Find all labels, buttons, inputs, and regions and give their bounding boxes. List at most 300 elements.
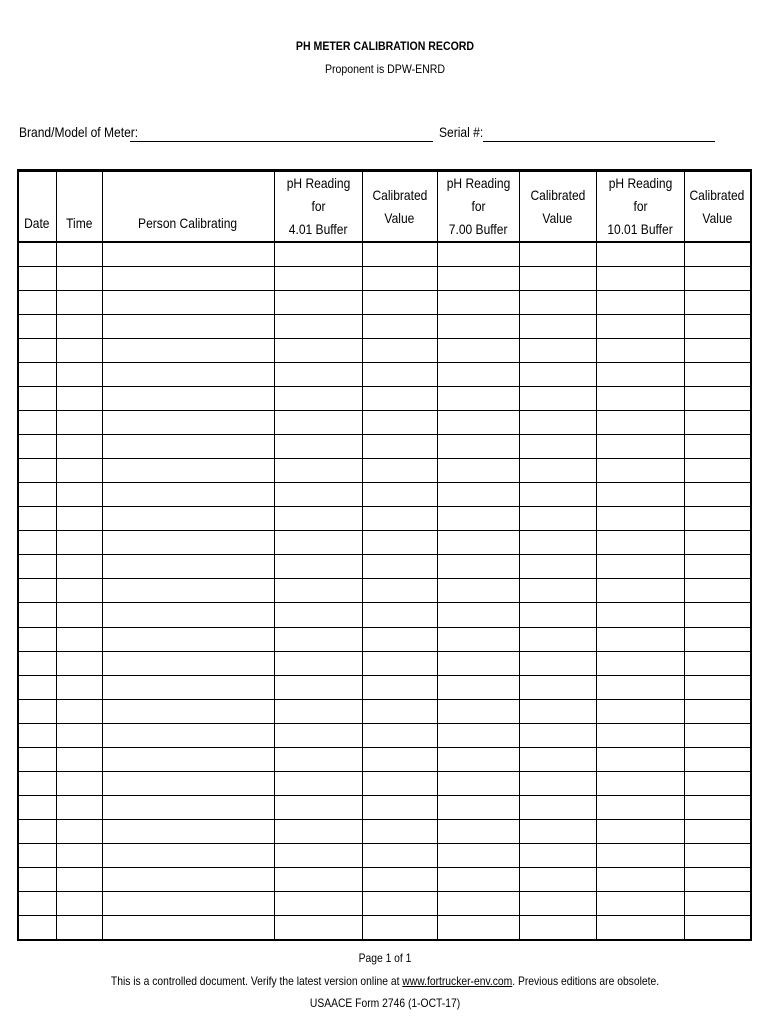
table-cell[interactable] — [684, 675, 751, 699]
table-cell[interactable] — [56, 242, 102, 267]
table-row — [18, 435, 751, 459]
table-cell[interactable] — [519, 459, 596, 483]
table-cell[interactable] — [18, 795, 56, 819]
table-cell[interactable] — [274, 315, 362, 339]
table-cell[interactable] — [362, 531, 437, 555]
table-cell[interactable] — [102, 267, 274, 291]
table-row — [18, 363, 751, 387]
table-cell[interactable] — [18, 699, 56, 723]
table-cell[interactable] — [274, 603, 362, 627]
table-row — [18, 675, 751, 699]
table-cell[interactable] — [56, 603, 102, 627]
table-cell[interactable] — [437, 843, 519, 867]
table-cell[interactable] — [18, 603, 56, 627]
table-cell[interactable] — [102, 435, 274, 459]
table-cell[interactable] — [362, 339, 437, 363]
table-cell[interactable] — [362, 435, 437, 459]
table-cell[interactable] — [684, 723, 751, 747]
table-cell[interactable] — [437, 603, 519, 627]
table-cell[interactable] — [437, 242, 519, 267]
table-cell[interactable] — [684, 363, 751, 387]
table-cell[interactable] — [18, 387, 56, 411]
table-cell[interactable] — [274, 387, 362, 411]
table-cell[interactable] — [18, 555, 56, 579]
table-cell[interactable] — [274, 867, 362, 891]
table-cell[interactable] — [684, 651, 751, 675]
table-cell[interactable] — [437, 891, 519, 915]
table-cell[interactable] — [437, 579, 519, 603]
table-cell[interactable] — [18, 315, 56, 339]
table-cell[interactable] — [18, 267, 56, 291]
table-cell[interactable] — [519, 555, 596, 579]
table-cell[interactable] — [18, 459, 56, 483]
table-cell[interactable] — [437, 435, 519, 459]
table-cell[interactable] — [437, 459, 519, 483]
column-header-label: 10.01 Buffer — [607, 221, 673, 237]
table-cell[interactable] — [18, 531, 56, 555]
table-cell[interactable] — [684, 459, 751, 483]
table-cell[interactable] — [519, 531, 596, 555]
table-cell[interactable] — [596, 531, 684, 555]
table-cell[interactable] — [684, 843, 751, 867]
table-cell[interactable] — [18, 363, 56, 387]
table-cell[interactable] — [437, 747, 519, 771]
table-cell[interactable] — [362, 363, 437, 387]
table-cell[interactable] — [596, 459, 684, 483]
table-cell[interactable] — [56, 819, 102, 843]
table-row — [18, 699, 751, 723]
table-cell[interactable] — [18, 483, 56, 507]
table-cell[interactable] — [18, 819, 56, 843]
table-cell[interactable] — [519, 651, 596, 675]
column-header-label: Value — [384, 209, 415, 226]
table-cell[interactable] — [519, 747, 596, 771]
table-cell[interactable] — [684, 242, 751, 267]
table-cell[interactable] — [684, 603, 751, 627]
table-cell[interactable] — [56, 915, 102, 940]
table-cell[interactable] — [684, 771, 751, 795]
table-cell[interactable] — [18, 891, 56, 915]
table-cell[interactable] — [56, 843, 102, 867]
table-cell[interactable] — [18, 411, 56, 435]
table-cell[interactable] — [596, 507, 684, 531]
table-cell[interactable] — [437, 291, 519, 315]
table-row — [18, 315, 751, 339]
table-cell[interactable] — [362, 891, 437, 915]
table-cell[interactable] — [519, 291, 596, 315]
table-cell[interactable] — [519, 795, 596, 819]
table-cell[interactable] — [684, 747, 751, 771]
table-cell[interactable] — [274, 291, 362, 315]
table-cell[interactable] — [56, 315, 102, 339]
table-cell[interactable] — [56, 891, 102, 915]
table-cell[interactable] — [596, 267, 684, 291]
table-cell[interactable] — [362, 747, 437, 771]
table-cell[interactable] — [56, 483, 102, 507]
table-cell[interactable] — [596, 843, 684, 867]
table-cell[interactable] — [437, 771, 519, 795]
table-cell[interactable] — [362, 315, 437, 339]
table-cell[interactable] — [596, 579, 684, 603]
form-number: USAACE Form 2746 (1-OCT-17) — [309, 996, 461, 1010]
table-cell[interactable] — [56, 795, 102, 819]
table-cell[interactable] — [18, 723, 56, 747]
table-cell[interactable] — [684, 795, 751, 819]
table-cell[interactable] — [519, 363, 596, 387]
table-cell[interactable] — [362, 627, 437, 651]
website-link[interactable]: www.fortrucker-env.com — [402, 974, 513, 988]
table-cell[interactable] — [274, 651, 362, 675]
table-cell[interactable] — [596, 795, 684, 819]
table-cell[interactable] — [684, 435, 751, 459]
table-cell[interactable] — [56, 675, 102, 699]
table-cell[interactable] — [684, 891, 751, 915]
table-cell[interactable] — [684, 339, 751, 363]
table-cell[interactable] — [18, 507, 56, 531]
table-cell[interactable] — [56, 555, 102, 579]
table-row — [18, 267, 751, 291]
table-cell[interactable] — [274, 435, 362, 459]
table-cell[interactable] — [102, 891, 274, 915]
table-cell[interactable] — [274, 747, 362, 771]
table-row — [18, 483, 751, 507]
table-cell[interactable] — [596, 771, 684, 795]
table-cell[interactable] — [684, 819, 751, 843]
table-cell[interactable] — [437, 267, 519, 291]
table-cell[interactable] — [437, 411, 519, 435]
table-cell[interactable] — [18, 747, 56, 771]
table-cell[interactable] — [437, 651, 519, 675]
table-cell[interactable] — [102, 387, 274, 411]
table-cell[interactable] — [362, 555, 437, 579]
table-cell[interactable] — [274, 675, 362, 699]
table-cell[interactable] — [519, 867, 596, 891]
table-cell[interactable] — [684, 555, 751, 579]
table-row — [18, 723, 751, 747]
table-cell[interactable] — [56, 699, 102, 723]
table-cell[interactable] — [519, 483, 596, 507]
table-cell[interactable] — [102, 915, 274, 940]
table-cell[interactable] — [519, 819, 596, 843]
table-cell[interactable] — [56, 531, 102, 555]
table-cell[interactable] — [596, 723, 684, 747]
column-header-label: pH Reading for — [608, 175, 672, 214]
table-cell[interactable] — [102, 339, 274, 363]
table-cell[interactable] — [596, 651, 684, 675]
table-cell[interactable] — [596, 242, 684, 267]
table-cell[interactable] — [519, 339, 596, 363]
table-cell[interactable] — [596, 291, 684, 315]
table-row — [18, 867, 751, 891]
table-cell[interactable] — [519, 675, 596, 699]
table-cell[interactable] — [56, 771, 102, 795]
table-cell[interactable] — [56, 507, 102, 531]
table-cell[interactable] — [102, 771, 274, 795]
table-cell[interactable] — [274, 459, 362, 483]
table-cell[interactable] — [519, 699, 596, 723]
table-row — [18, 651, 751, 675]
table-cell[interactable] — [18, 627, 56, 651]
table-cell[interactable] — [519, 267, 596, 291]
table-row — [18, 747, 751, 771]
table-cell[interactable] — [18, 675, 56, 699]
table-cell[interactable] — [437, 675, 519, 699]
table-cell[interactable] — [596, 867, 684, 891]
table-cell[interactable] — [56, 627, 102, 651]
column-header-label: Calibrated — [530, 186, 585, 203]
table-cell[interactable] — [274, 627, 362, 651]
table-cell[interactable] — [437, 723, 519, 747]
brand-model-label: Brand/Model of Meter: — [19, 124, 139, 140]
table-cell[interactable] — [596, 555, 684, 579]
table-cell[interactable] — [437, 819, 519, 843]
table-cell[interactable] — [362, 387, 437, 411]
table-cell[interactable] — [684, 483, 751, 507]
table-cell[interactable] — [437, 555, 519, 579]
table-cell[interactable] — [684, 915, 751, 940]
table-cell[interactable] — [102, 315, 274, 339]
table-cell[interactable] — [274, 843, 362, 867]
table-cell[interactable] — [102, 459, 274, 483]
table-cell[interactable] — [519, 891, 596, 915]
table-cell[interactable] — [102, 723, 274, 747]
column-header-label: Time — [65, 215, 93, 231]
column-header-label: pH Reading for — [286, 175, 350, 214]
table-cell[interactable] — [274, 242, 362, 267]
serial-label: Serial #: — [439, 124, 484, 140]
table-cell[interactable] — [437, 339, 519, 363]
table-cell[interactable] — [102, 843, 274, 867]
table-cell[interactable] — [519, 411, 596, 435]
table-row — [18, 603, 751, 627]
table-cell[interactable] — [596, 387, 684, 411]
table-cell[interactable] — [18, 435, 56, 459]
table-cell[interactable] — [519, 242, 596, 267]
table-cell[interactable] — [362, 483, 437, 507]
table-cell[interactable] — [56, 363, 102, 387]
table-cell[interactable] — [56, 291, 102, 315]
table-cell[interactable] — [362, 915, 437, 940]
table-cell[interactable] — [56, 339, 102, 363]
table-cell[interactable] — [274, 819, 362, 843]
table-cell[interactable] — [362, 291, 437, 315]
table-cell[interactable] — [437, 507, 519, 531]
table-cell[interactable] — [18, 915, 56, 940]
table-cell[interactable] — [274, 723, 362, 747]
table-cell[interactable] — [56, 867, 102, 891]
table-cell[interactable] — [362, 819, 437, 843]
table-cell[interactable] — [437, 699, 519, 723]
table-cell[interactable] — [274, 267, 362, 291]
table-cell[interactable] — [684, 315, 751, 339]
table-cell[interactable] — [18, 651, 56, 675]
table-cell[interactable] — [362, 771, 437, 795]
table-cell[interactable] — [18, 242, 56, 267]
table-cell[interactable] — [437, 531, 519, 555]
table-cell[interactable] — [362, 267, 437, 291]
table-cell[interactable] — [684, 699, 751, 723]
table-cell[interactable] — [437, 387, 519, 411]
table-cell[interactable] — [56, 459, 102, 483]
table-row — [18, 627, 751, 651]
brand-model-field[interactable] — [130, 141, 433, 142]
table-cell[interactable] — [274, 555, 362, 579]
table-cell[interactable] — [519, 603, 596, 627]
table-row — [18, 579, 751, 603]
table-cell[interactable] — [596, 915, 684, 940]
table-cell[interactable] — [596, 627, 684, 651]
table-cell[interactable] — [102, 579, 274, 603]
table-cell[interactable] — [362, 675, 437, 699]
table-cell[interactable] — [684, 867, 751, 891]
table-cell[interactable] — [596, 891, 684, 915]
table-cell[interactable] — [362, 867, 437, 891]
table-cell[interactable] — [102, 411, 274, 435]
table-cell[interactable] — [362, 795, 437, 819]
table-cell[interactable] — [362, 579, 437, 603]
table-row — [18, 339, 751, 363]
table-cell[interactable] — [596, 363, 684, 387]
table-cell[interactable] — [18, 771, 56, 795]
table-cell[interactable] — [437, 627, 519, 651]
table-cell[interactable] — [102, 291, 274, 315]
table-cell[interactable] — [18, 579, 56, 603]
table-cell[interactable] — [102, 242, 274, 267]
table-cell[interactable] — [596, 483, 684, 507]
table-cell[interactable] — [684, 387, 751, 411]
table-cell[interactable] — [102, 867, 274, 891]
table-cell[interactable] — [519, 387, 596, 411]
table-cell[interactable] — [56, 579, 102, 603]
table-cell[interactable] — [437, 315, 519, 339]
table-cell[interactable] — [684, 291, 751, 315]
table-cell[interactable] — [362, 843, 437, 867]
table-cell[interactable] — [102, 555, 274, 579]
table-cell[interactable] — [18, 843, 56, 867]
table-cell[interactable] — [519, 627, 596, 651]
table-cell[interactable] — [362, 723, 437, 747]
table-cell[interactable] — [596, 603, 684, 627]
table-cell[interactable] — [362, 651, 437, 675]
serial-field[interactable] — [483, 141, 715, 142]
table-row — [18, 819, 751, 843]
table-cell[interactable] — [362, 411, 437, 435]
table-cell[interactable] — [56, 267, 102, 291]
table-cell[interactable] — [596, 747, 684, 771]
table-cell[interactable] — [102, 483, 274, 507]
table-row — [18, 531, 751, 555]
table-row — [18, 891, 751, 915]
table-cell[interactable] — [102, 675, 274, 699]
table-cell[interactable] — [684, 531, 751, 555]
table-cell[interactable] — [274, 579, 362, 603]
table-cell[interactable] — [519, 771, 596, 795]
table-cell[interactable] — [596, 315, 684, 339]
table-cell[interactable] — [596, 699, 684, 723]
table-cell[interactable] — [102, 603, 274, 627]
table-cell[interactable] — [362, 242, 437, 267]
column-header-label: 7.00 Buffer — [448, 221, 508, 237]
table-cell[interactable] — [519, 315, 596, 339]
table-cell[interactable] — [362, 507, 437, 531]
table-cell[interactable] — [596, 819, 684, 843]
table-cell[interactable] — [102, 699, 274, 723]
table-cell[interactable] — [56, 387, 102, 411]
table-cell[interactable] — [56, 723, 102, 747]
table-cell[interactable] — [519, 843, 596, 867]
table-cell[interactable] — [274, 891, 362, 915]
table-cell[interactable] — [684, 507, 751, 531]
table-cell[interactable] — [519, 435, 596, 459]
table-cell[interactable] — [362, 459, 437, 483]
table-cell[interactable] — [102, 363, 274, 387]
table-cell[interactable] — [102, 531, 274, 555]
table-cell[interactable] — [102, 507, 274, 531]
table-cell[interactable] — [102, 795, 274, 819]
table-cell[interactable] — [519, 579, 596, 603]
table-cell[interactable] — [684, 579, 751, 603]
table-cell[interactable] — [362, 603, 437, 627]
table-cell[interactable] — [274, 411, 362, 435]
table-cell[interactable] — [596, 675, 684, 699]
table-cell[interactable] — [596, 339, 684, 363]
table-cell[interactable] — [596, 411, 684, 435]
table-cell[interactable] — [102, 819, 274, 843]
column-header-label: Calibrated — [372, 186, 427, 203]
table-cell[interactable] — [56, 435, 102, 459]
table-cell[interactable] — [596, 435, 684, 459]
table-cell[interactable] — [274, 483, 362, 507]
table-cell[interactable] — [437, 915, 519, 940]
table-cell[interactable] — [18, 867, 56, 891]
table-cell[interactable] — [18, 339, 56, 363]
table-cell[interactable] — [102, 747, 274, 771]
table-cell[interactable] — [519, 507, 596, 531]
table-cell[interactable] — [56, 747, 102, 771]
column-header — [102, 171, 274, 243]
table-cell[interactable] — [519, 723, 596, 747]
table-cell[interactable] — [56, 411, 102, 435]
column-header — [362, 171, 437, 243]
table-cell[interactable] — [274, 507, 362, 531]
table-cell[interactable] — [684, 267, 751, 291]
table-cell[interactable] — [437, 867, 519, 891]
column-header — [18, 171, 56, 243]
table-cell[interactable] — [684, 627, 751, 651]
table-cell[interactable] — [437, 483, 519, 507]
table-row — [18, 771, 751, 795]
table-cell[interactable] — [18, 291, 56, 315]
table-cell[interactable] — [102, 627, 274, 651]
table-cell[interactable] — [274, 339, 362, 363]
table-cell[interactable] — [274, 699, 362, 723]
table-row — [18, 843, 751, 867]
table-cell[interactable] — [519, 915, 596, 940]
table-cell[interactable] — [362, 699, 437, 723]
table-cell[interactable] — [274, 795, 362, 819]
table-cell[interactable] — [274, 771, 362, 795]
table-row — [18, 555, 751, 579]
table-cell[interactable] — [102, 651, 274, 675]
table-cell[interactable] — [274, 531, 362, 555]
table-cell[interactable] — [437, 795, 519, 819]
table-cell[interactable] — [56, 651, 102, 675]
table-cell[interactable] — [274, 915, 362, 940]
table-cell[interactable] — [437, 363, 519, 387]
form-subtitle: Proponent is DPW-ENRD — [324, 62, 446, 76]
table-cell[interactable] — [274, 363, 362, 387]
table-cell[interactable] — [684, 411, 751, 435]
